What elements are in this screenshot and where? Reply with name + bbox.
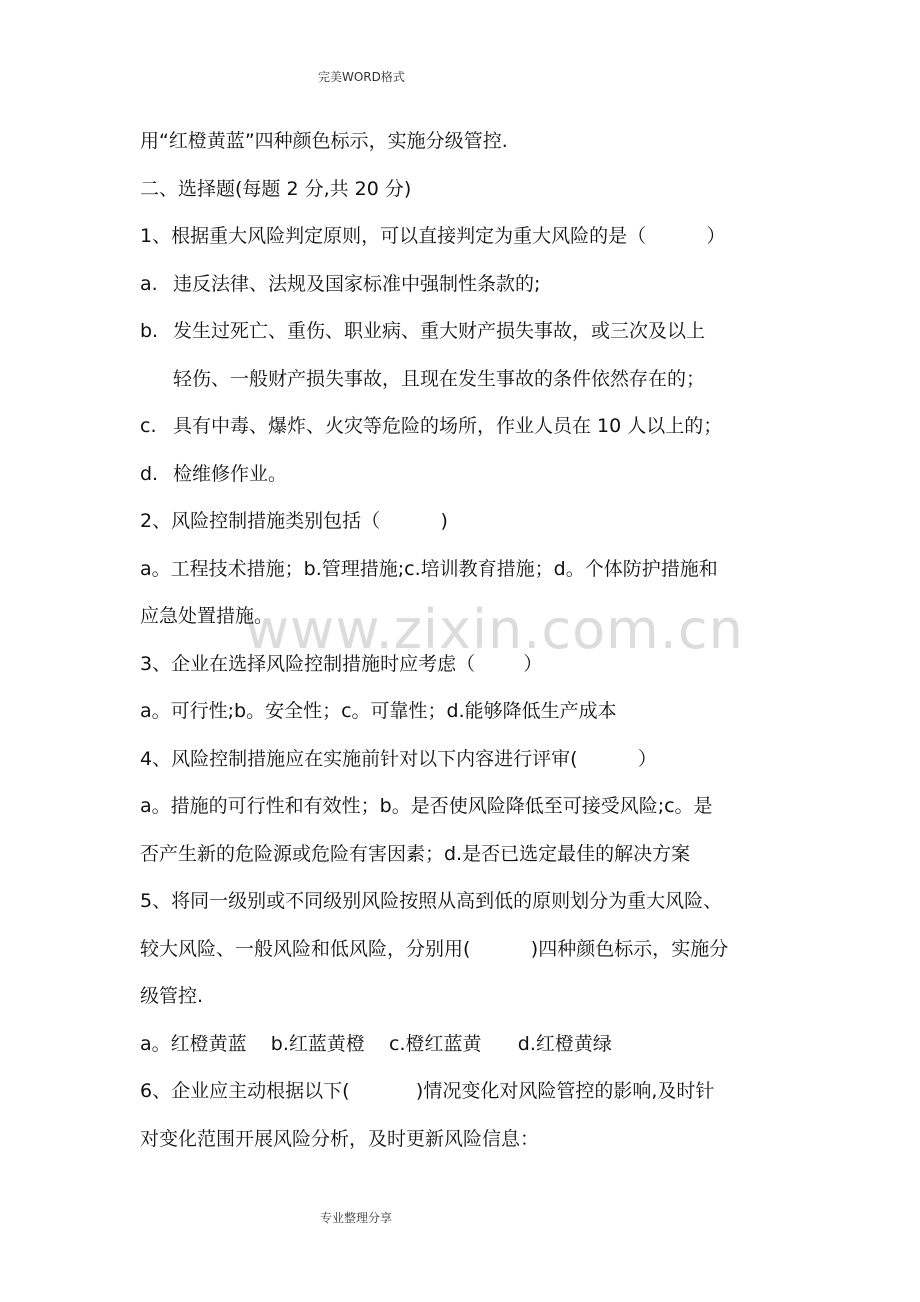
page-header: 完美WORD格式 (318, 70, 405, 84)
option-label: d. (140, 462, 159, 485)
question-5-continued-2: 级管控. (140, 985, 204, 1007)
option-text: 发生过死亡、重伤、职业病、重大财产损失事故，或三次及以上 (173, 320, 706, 342)
option-1c (140, 403, 800, 451)
option-1b-continued: 轻伤、一般财产损失事故，且现在发生事故的条件依然存在的； (173, 367, 706, 390)
document-body (140, 118, 800, 1163)
question-4: 4、风险控制措施应在实施前针对以下内容进行评审( ） (140, 747, 657, 770)
option-text: 检维修作业。 (173, 462, 288, 485)
section-heading: 二、选择题(每题 2 分,共 20 分) (140, 177, 412, 200)
question-3: 3、企业在选择风险控制措施时应考虑（ ） (140, 652, 543, 675)
question-1: 1、根据重大风险判定原则，可以直接判定为重大风险的是（ ） (140, 225, 726, 247)
option-label: b. (140, 320, 159, 342)
question-2-options: a。工程技术措施；b.管理措施;c.培训教育措施；d。个体防护措施和 (140, 557, 718, 580)
option-1b (140, 308, 800, 356)
text-line: 用“红橙黄蓝”四种颜色标示，实施分级管控. (140, 130, 508, 152)
option-text: 违反法律、法规及国家标准中强制性条款的; (173, 272, 541, 295)
question-3-options: a。可行性;b。安全性；c。可靠性；d.能够降低生产成本 (140, 700, 617, 722)
question-6: 6、企业应主动根据以下( )情况变化对风险管控的影响,及时针 (140, 1080, 715, 1102)
question-5: 5、将同一级别或不同级别风险按照从高到低的原则划分为重大风险、 (140, 890, 723, 912)
option-text: 具有中毒、爆炸、火灾等危险的场所，作业人员在 10 人以上的； (173, 415, 723, 437)
question-4-options: a。措施的可行性和有效性；b。是否使风险降低至可接受风险;c。是 (140, 795, 713, 817)
question-6-continued: 对变化范围开展风险分析，及时更新风险信息： (140, 1127, 540, 1150)
question-4-options-continued: 否产生新的危险源或危险有害因素；d.是否已选定最佳的解决方案 (140, 842, 691, 865)
page-footer: 专业整理分享 (320, 1211, 393, 1225)
option-1d (140, 451, 800, 499)
question-5-options: a。红橙黄蓝 b.红蓝黄橙 c.橙红蓝黄 d.红橙黄绿 (140, 1032, 612, 1055)
question-2-options-continued: 应急处置措施。 (140, 605, 274, 627)
option-label: a. (140, 272, 158, 295)
question-5-continued: 较大风险、一般风险和低风险，分别用( )四种颜色标示，实施分 (140, 937, 729, 960)
option-label: c. (140, 415, 157, 437)
question-2: 2、风险控制措施类别包括（ ) (140, 510, 448, 532)
option-1a (140, 261, 800, 309)
watermark: www.zixin.com.cn (245, 598, 744, 661)
